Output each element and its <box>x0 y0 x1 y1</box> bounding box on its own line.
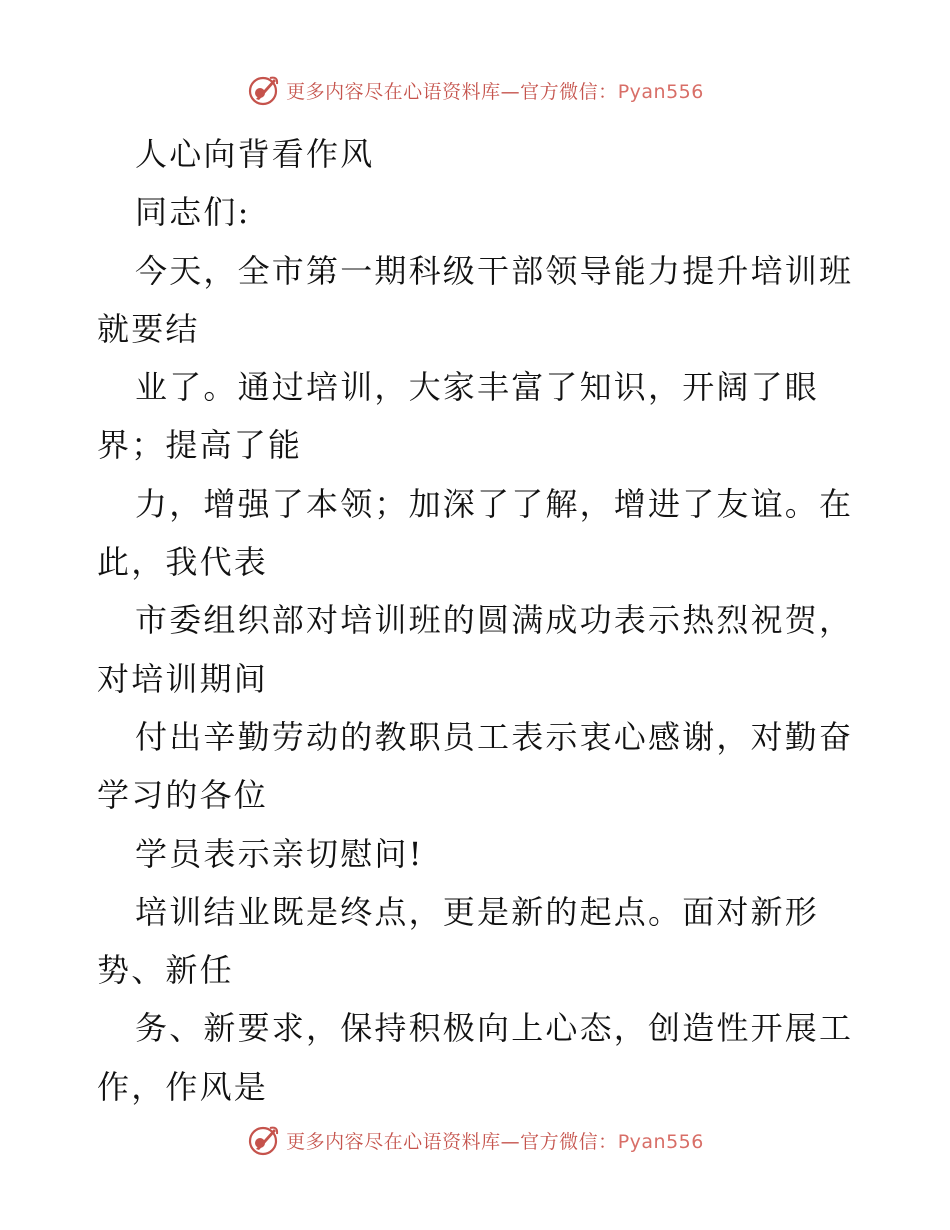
text-line: 学习的各位 <box>97 776 269 815</box>
header-watermark-text <box>286 77 704 104</box>
text-line: 市委组织部对培训班的圆满成功表示热烈祝贺， <box>135 601 854 640</box>
header-watermark <box>0 70 950 110</box>
text-line: 学员表示亲切慰问! <box>135 834 424 873</box>
text-line: 人心向背看作风 <box>135 135 375 173</box>
text-line: 势、新任 <box>97 951 234 990</box>
text-line: 界；提高了能 <box>97 426 303 465</box>
text-line: 此，我代表 <box>97 543 269 582</box>
watermark-separator: — <box>500 80 521 103</box>
text-line: 务、新要求，保持积极向上心态，创造性开展工 <box>135 1009 854 1048</box>
text-line: 对培训期间 <box>97 659 269 698</box>
footer-watermark <box>0 1120 950 1160</box>
text-line: 付出辛勤劳动的教职员工表示衷心感谢，对勤奋 <box>135 717 854 756</box>
text-line: 作，作风是 <box>97 1067 269 1106</box>
watermark-site-text: 更多内容尽在心语资料库 <box>286 1130 501 1153</box>
watermark-separator: — <box>500 1130 521 1153</box>
footer-watermark-text <box>286 1127 704 1154</box>
quill-logo-icon <box>246 1123 280 1157</box>
watermark-wechat-label: 官方微信： <box>520 80 618 103</box>
quill-logo-icon <box>246 73 280 107</box>
watermark-site-text: 更多内容尽在心语资料库 <box>286 80 501 103</box>
watermark-wechat-id: Pyan556 <box>617 1130 704 1153</box>
watermark-wechat-label: 官方微信： <box>520 1130 618 1153</box>
text-line: 力，增强了本领；加深了了解，增进了友谊。在 <box>135 484 854 523</box>
text-line: 同志们: <box>135 193 251 232</box>
document-body <box>97 125 857 1116</box>
watermark-wechat-id: Pyan556 <box>617 80 704 103</box>
text-line: 业了。通过培训，大家丰富了知识，开阔了眼 <box>135 368 820 407</box>
text-line: 培训结业既是终点，更是新的起点。面对新形 <box>135 892 820 931</box>
text-line: 今天，全市第一期科级干部领导能力提升培训班 <box>135 251 854 290</box>
text-line: 就要结 <box>97 309 200 348</box>
